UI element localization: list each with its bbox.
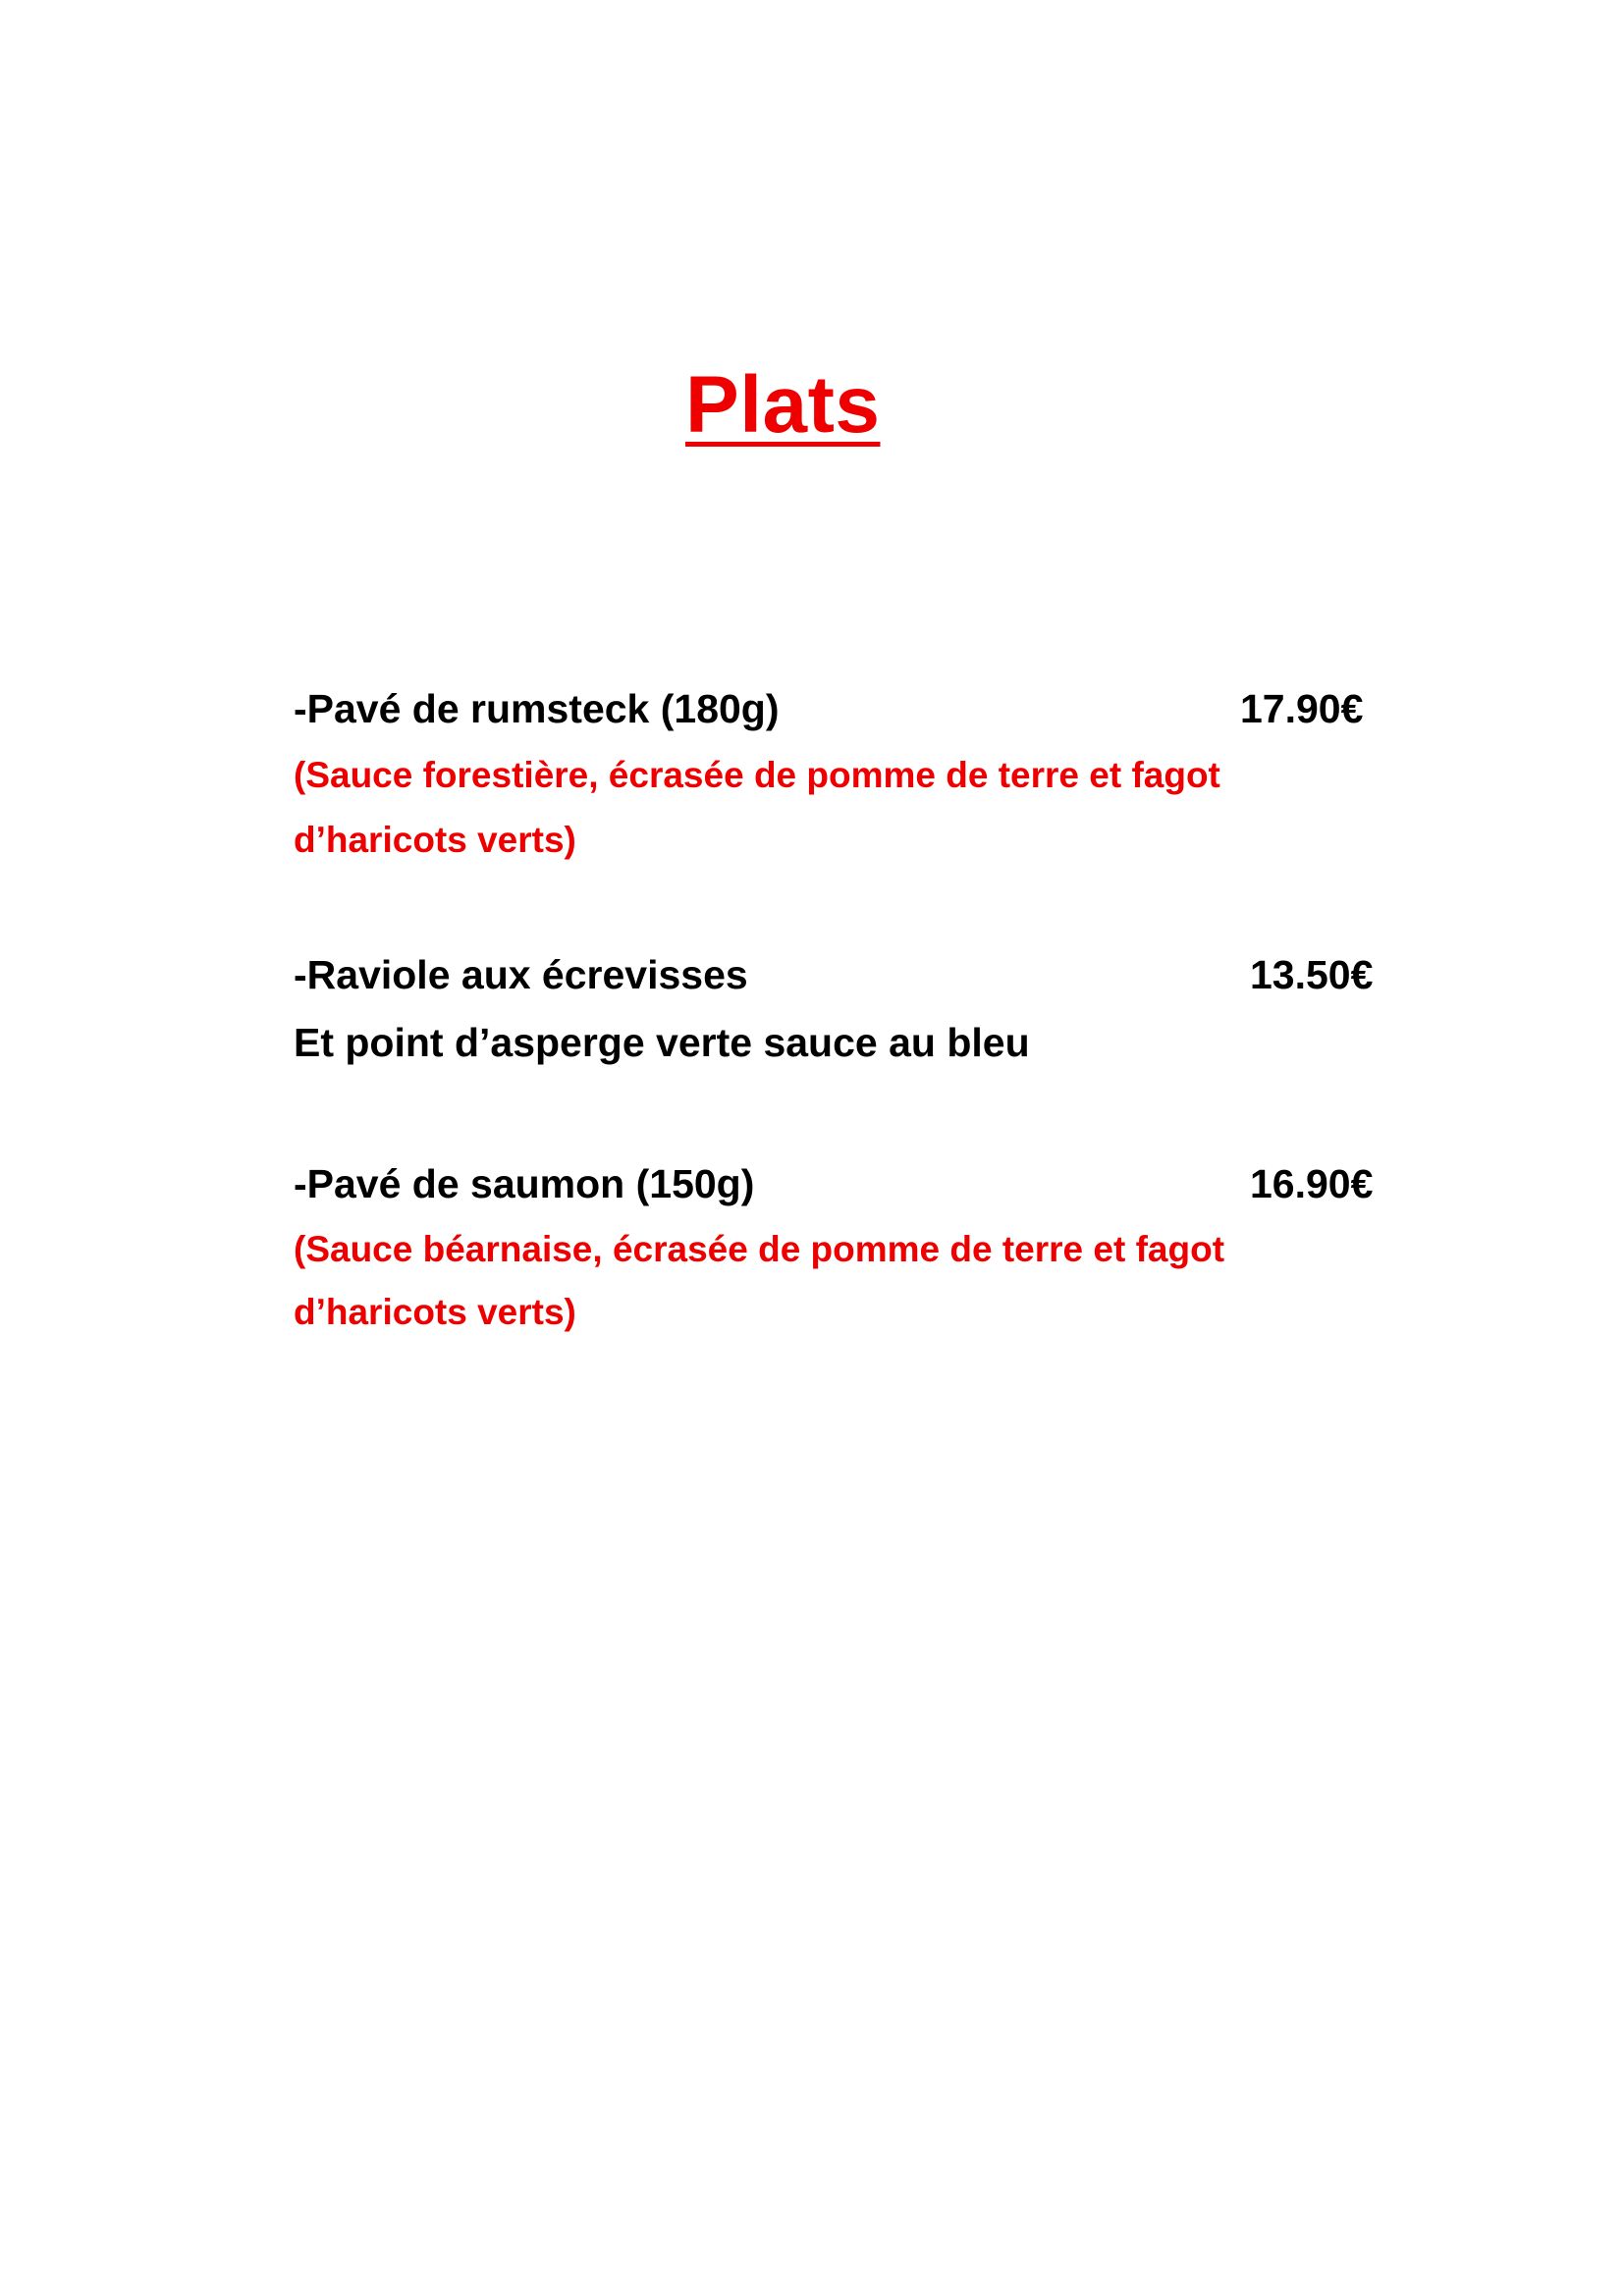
item-name: -Pavé de saumon (150g) (294, 1161, 755, 1206)
item-price: 17.90€ (1240, 686, 1364, 731)
item-name: -Raviole aux écrevisses (294, 952, 748, 997)
item-description-line: d’haricots verts) (294, 1292, 576, 1332)
item-price: 16.90€ (1250, 1161, 1374, 1206)
item-description-line: Et point d’asperge verte sauce au bleu (294, 1020, 1030, 1065)
item-description-line: d’haricots verts) (294, 820, 576, 860)
item-description-line: (Sauce forestière, écrasée de pomme de terre et fagot (294, 755, 1220, 795)
page-title: Plats (685, 360, 881, 450)
item-name: -Pavé de rumsteck (180g) (294, 686, 780, 731)
item-price: 13.50€ (1250, 952, 1374, 997)
item-description-line: (Sauce béarnaise, écrasée de pomme de terre et fagot (294, 1229, 1225, 1269)
